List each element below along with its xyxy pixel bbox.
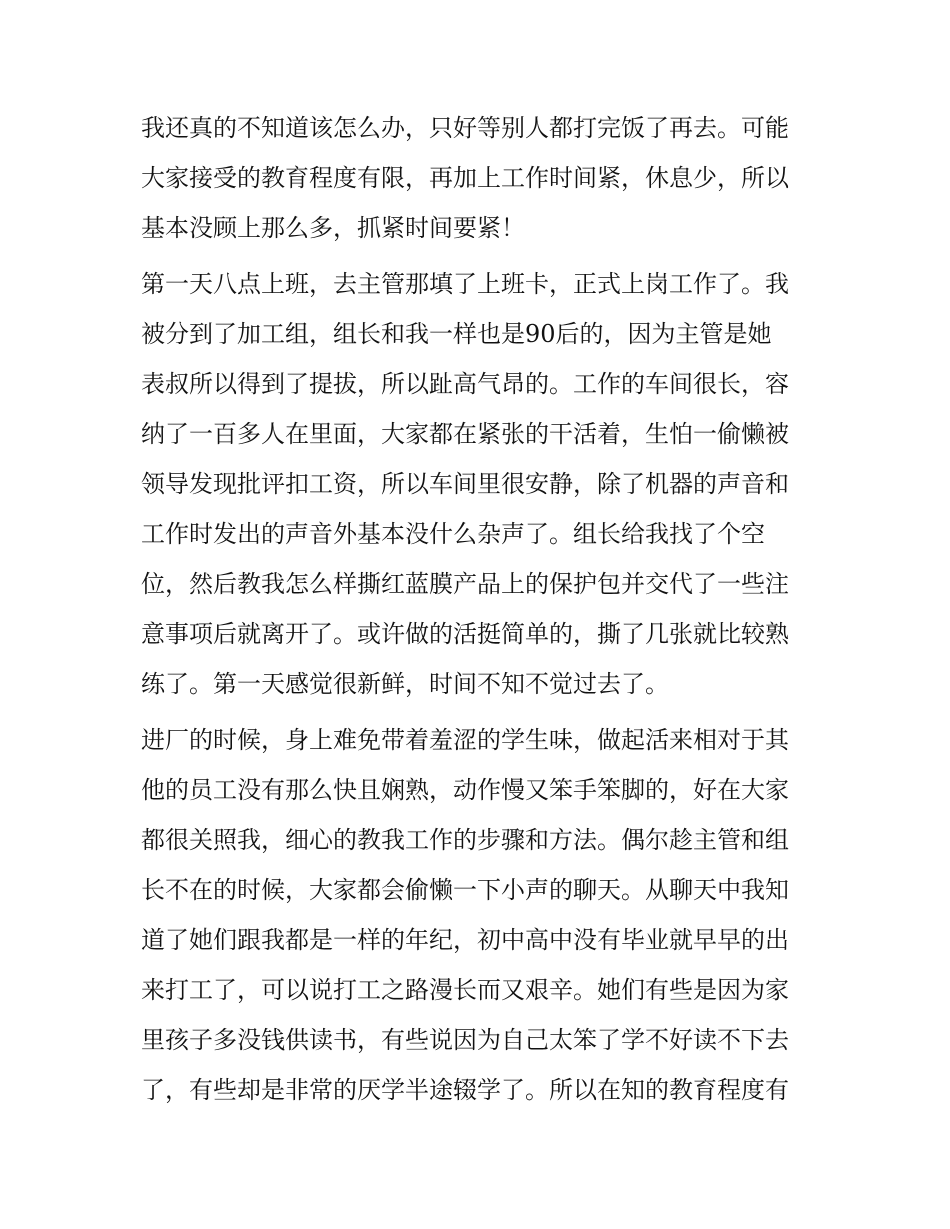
- text-line: 都很关照我，细心的教我工作的步骤和方法。偶尔趁主管和组: [141, 826, 789, 854]
- text-line: 他的员工没有那么快且娴熟，动作慢又笨手笨脚的，好在大家: [141, 776, 789, 804]
- paragraph-2: [141, 259, 813, 709]
- text-line: 大家接受的教育程度有限，再加上工作时间紧，休息少，所以: [141, 164, 789, 192]
- text-line: 我还真的不知道该怎么办，只好等别人都打完饭了再去。可能: [141, 114, 789, 142]
- text-line: 被分到了加工组，组长和我一样也是90后的，因为主管是她: [141, 320, 772, 348]
- body-text: [141, 103, 813, 1115]
- paragraph-1: [141, 103, 813, 253]
- text-line: 练了。第一天感觉很新鲜，时间不知不觉过去了。: [141, 670, 669, 698]
- text-line: 纳了一百多人在里面，大家都在紧张的干活着，生怕一偷懒被: [141, 420, 789, 448]
- text-line: 进厂的时候，身上难免带着羞涩的学生味，做起活来相对于其: [141, 726, 789, 754]
- text-line: 工作时发出的声音外基本没什么杂声了。组长给我找了个空: [141, 520, 765, 548]
- text-line: 第一天八点上班，去主管那填了上班卡，正式上岗工作了。我: [141, 270, 789, 298]
- text-line: 长不在的时候，大家都会偷懒一下小声的聊天。从聊天中我知: [141, 876, 789, 904]
- text-line: 道了她们跟我都是一样的年纪，初中高中没有毕业就早早的出: [141, 926, 789, 954]
- text-line: 了，有些却是非常的厌学半途辍学了。所以在知的教育程度有: [141, 1076, 789, 1104]
- text-line: 领导发现批评扣工资，所以车间里很安静，除了机器的声音和: [141, 470, 789, 498]
- text-line: 里孩子多没钱供读书，有些说因为自己太笨了学不好读不下去: [141, 1026, 789, 1054]
- text-line: 意事项后就离开了。或许做的活挺简单的，撕了几张就比较熟: [141, 620, 789, 648]
- text-line: 来打工了，可以说打工之路漫长而又艰辛。她们有些是因为家: [141, 976, 789, 1004]
- text-line: 位，然后教我怎么样撕红蓝膜产品上的保护包并交代了一些注: [141, 570, 789, 598]
- paragraph-3: [141, 715, 813, 1115]
- text-line: 表叔所以得到了提拔，所以趾高气昂的。工作的车间很长，容: [141, 370, 789, 398]
- text-line: 基本没顾上那么多，抓紧时间要紧！: [141, 214, 525, 242]
